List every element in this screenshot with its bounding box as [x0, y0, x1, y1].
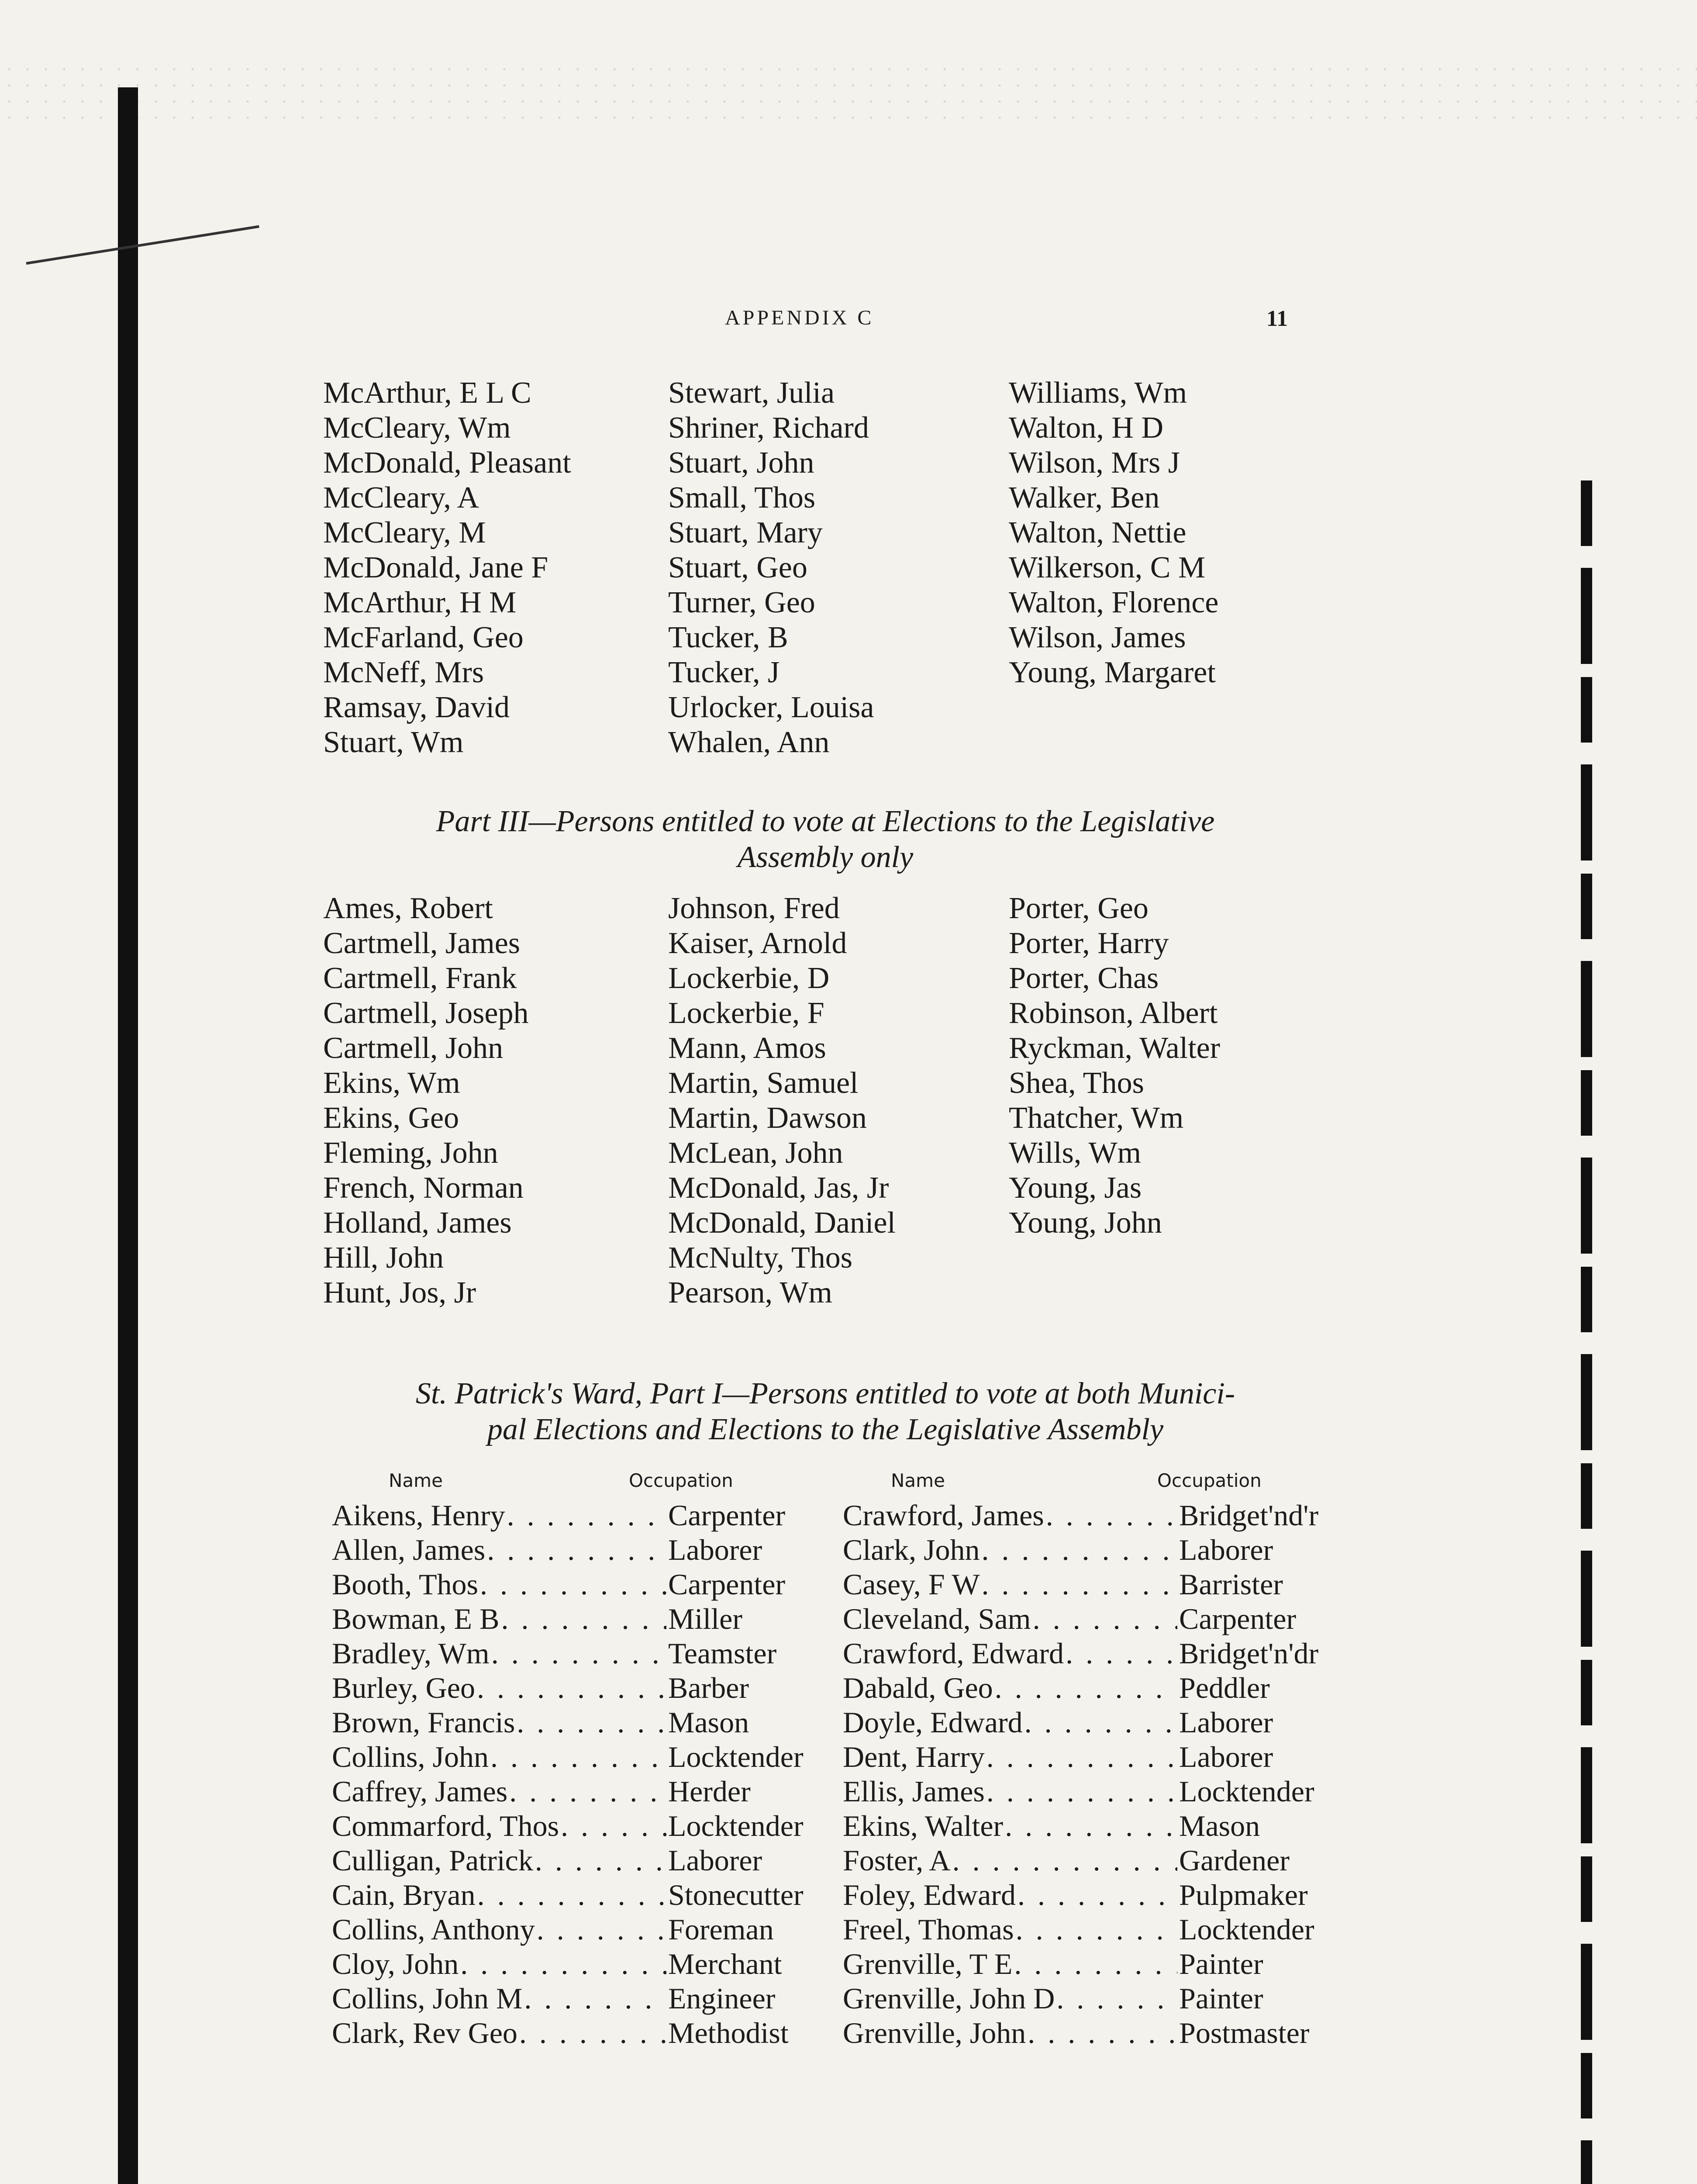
name-column: [668, 891, 1009, 1310]
running-header: APPENDIX C: [725, 306, 874, 329]
voter-name: Culligan, Patrick: [332, 1844, 533, 1877]
voter-name: Doyle, Edward: [843, 1706, 1023, 1739]
voter-name: Stuart, Wm: [323, 726, 464, 759]
voter-occupation: Painter: [1179, 1947, 1263, 1980]
dot-leader: [1005, 1809, 1177, 1843]
voter-name: Turner, Geo: [668, 586, 815, 619]
ward-column-headers: [332, 1470, 1336, 1496]
voter-row: [332, 1878, 843, 1912]
voter-occupation: Locktender: [1179, 1913, 1314, 1946]
voter-row: [843, 1878, 1354, 1912]
voter-name: Lockerbie, D: [668, 961, 830, 995]
dot-leader: [524, 1981, 666, 2016]
voter-name: Cain, Bryan: [332, 1878, 476, 1911]
voter-name: McCleary, Wm: [323, 411, 511, 445]
voter-name: Tucker, J: [668, 656, 780, 689]
voter-row: [332, 1671, 843, 1705]
dot-leader: [519, 2016, 666, 2050]
right-edge-marks: [1581, 480, 1592, 2184]
dot-leader: [480, 1567, 666, 1602]
dot-leader: [477, 1671, 666, 1705]
dot-leader: [460, 1947, 666, 1981]
voter-name: Thatcher, Wm: [1009, 1101, 1184, 1135]
part3-caption: [323, 804, 1328, 875]
voter-occupation: Gardener: [1179, 1844, 1290, 1877]
dot-leader: [517, 1705, 666, 1740]
dot-leader: [1028, 2016, 1177, 2050]
voter-name: McFarland, Geo: [323, 621, 524, 654]
voter-name: Wilkerson, C M: [1009, 551, 1206, 584]
voter-name: Brown, Francis: [332, 1706, 515, 1739]
voter-name: Crawford, James: [843, 1499, 1044, 1532]
ward-column-left: [332, 1498, 843, 2050]
ward-voter-table: [332, 1498, 1336, 2050]
voter-name: Walton, Florence: [1009, 586, 1219, 619]
voter-row: [332, 1809, 843, 1843]
voter-name: Cartmell, John: [323, 1031, 504, 1065]
voter-occupation: Merchant: [668, 1947, 782, 1980]
dot-leader: [982, 1533, 1177, 1567]
voter-name: Young, John: [1009, 1206, 1162, 1240]
voter-name: Young, Margaret: [1009, 656, 1216, 689]
voter-name: Foster, A: [843, 1844, 951, 1877]
voter-name: Ekins, Walter: [843, 1809, 1004, 1842]
dot-leader: [982, 1567, 1177, 1602]
voter-name: McArthur, E L C: [323, 376, 531, 410]
voter-name: Collins, Anthony: [332, 1913, 535, 1946]
stray-pen-line: [26, 225, 259, 265]
voter-name: Stewart, Julia: [668, 376, 835, 410]
dot-leader: [501, 1602, 666, 1636]
voter-name: Caffrey, James: [332, 1775, 508, 1808]
voter-occupation: Locktender: [668, 1809, 804, 1842]
voter-name: McDonald, Pleasant: [323, 446, 571, 480]
voter-occupation: Locktender: [668, 1740, 804, 1773]
voter-name: Porter, Chas: [1009, 961, 1159, 995]
name-column: [1009, 376, 1328, 760]
dot-leader: [952, 1843, 1177, 1878]
voter-name: McNulty, Thos: [668, 1241, 852, 1275]
page-speckle-top: [0, 61, 1697, 122]
voter-name: Martin, Samuel: [668, 1066, 859, 1100]
voter-name: Grenville, John: [843, 2016, 1026, 2049]
name-column: [323, 376, 668, 760]
voter-name: Tucker, B: [668, 621, 788, 654]
voter-name: Ekins, Wm: [323, 1066, 460, 1100]
voter-name: Clark, Rev Geo: [332, 2016, 517, 2049]
voter-occupation: Laborer: [1179, 1740, 1273, 1773]
voter-row: [843, 1843, 1354, 1878]
ward-column-right: [843, 1498, 1354, 2050]
voter-occupation: Bridget'n'dr: [1179, 1637, 1319, 1670]
voter-name: McLean, John: [668, 1136, 843, 1170]
voter-name: Bradley, Wm: [332, 1637, 490, 1670]
voter-name: Wilson, Mrs J: [1009, 446, 1180, 480]
voter-name: Hunt, Jos, Jr: [323, 1276, 476, 1310]
voter-occupation: Stonecutter: [668, 1878, 804, 1911]
voter-row: [332, 1533, 843, 1567]
voter-row: [332, 1774, 843, 1809]
voter-name: Bowman, E B: [332, 1602, 500, 1635]
voter-name: Cartmell, Frank: [323, 961, 517, 995]
voter-occupation: Carpenter: [668, 1499, 786, 1532]
dot-leader: [1056, 1981, 1177, 2016]
voter-name: McCleary, M: [323, 516, 486, 549]
voter-name: Cartmell, James: [323, 926, 521, 960]
voter-name: Grenville, T E: [843, 1947, 1013, 1980]
name-column: [1009, 891, 1328, 1310]
caption-line: St. Patrick's Ward, Part I—Persons entitled to vote at both Munici-: [415, 1377, 1235, 1410]
voter-name: Mann, Amos: [668, 1031, 826, 1065]
voter-occupation: Laborer: [1179, 1706, 1273, 1739]
voter-name: Crawford, Edward: [843, 1637, 1064, 1670]
caption-line: Assembly only: [737, 840, 914, 874]
voter-row: [332, 1602, 843, 1636]
voter-row: [332, 2016, 843, 2050]
voter-row: [843, 1636, 1354, 1671]
voter-name: Porter, Harry: [1009, 926, 1169, 960]
voter-name: Walton, H D: [1009, 411, 1164, 445]
dot-leader: [1016, 1912, 1177, 1947]
voter-occupation: Pulpmaker: [1179, 1878, 1308, 1911]
voter-name: Collins, John M: [332, 1982, 523, 2015]
voter-name: McDonald, Jas, Jr: [668, 1171, 889, 1205]
voter-row: [843, 1533, 1354, 1567]
voter-occupation: Laborer: [1179, 1533, 1273, 1566]
voter-name: Fleming, John: [323, 1136, 498, 1170]
dot-leader: [1046, 1498, 1177, 1533]
voter-name: Wills, Wm: [1009, 1136, 1142, 1170]
dot-leader: [477, 1878, 666, 1912]
dot-leader: [995, 1671, 1177, 1705]
dot-leader: [1024, 1705, 1177, 1740]
voter-name: Shea, Thos: [1009, 1066, 1144, 1100]
voter-row: [843, 1809, 1354, 1843]
header-occupation: Occupation: [1157, 1470, 1262, 1491]
voter-row: [332, 1947, 843, 1981]
voter-name: Stuart, John: [668, 446, 814, 480]
voter-row: [843, 1912, 1354, 1947]
voter-name: Martin, Dawson: [668, 1101, 867, 1135]
voter-row: [843, 1602, 1354, 1636]
voter-name: Walton, Nettie: [1009, 516, 1187, 549]
header-name: Name: [389, 1470, 443, 1491]
name-column: [323, 891, 668, 1310]
voter-name: McArthur, H M: [323, 586, 517, 619]
voter-name: Dent, Harry: [843, 1740, 985, 1773]
voter-occupation: Mason: [668, 1706, 749, 1739]
voter-name: Ramsay, David: [323, 691, 510, 724]
voter-occupation: Barber: [668, 1671, 749, 1704]
voter-name: Porter, Geo: [1009, 892, 1149, 925]
voter-name: Commarford, Thos: [332, 1809, 559, 1842]
voter-occupation: Foreman: [668, 1913, 774, 1946]
voter-name: Cloy, John: [332, 1947, 459, 1980]
voter-occupation: Mason: [1179, 1809, 1260, 1842]
voter-name: Ryckman, Walter: [1009, 1031, 1221, 1065]
voter-name: Holland, James: [323, 1206, 512, 1240]
voter-row: [843, 1981, 1354, 2016]
voter-name: Cartmell, Joseph: [323, 996, 529, 1030]
voter-name: Young, Jas: [1009, 1171, 1142, 1205]
voter-row: [332, 1567, 843, 1602]
dot-leader: [1014, 1947, 1177, 1981]
voter-occupation: Barrister: [1179, 1568, 1283, 1601]
voter-row: [332, 1498, 843, 1533]
caption-line: Part III—Persons entitled to vote at Elections to the Legislative: [436, 805, 1215, 838]
voter-name: McDonald, Daniel: [668, 1206, 896, 1240]
voter-row: [843, 1947, 1354, 1981]
voter-name: Casey, F W: [843, 1568, 980, 1601]
voter-occupation: Teamster: [668, 1637, 777, 1670]
voter-name: Walker, Ben: [1009, 481, 1160, 515]
voter-name: Robinson, Albert: [1009, 996, 1218, 1030]
voter-row: [332, 1843, 843, 1878]
voter-name: Johnson, Fred: [668, 892, 840, 925]
voter-row: [332, 1636, 843, 1671]
voter-occupation: Locktender: [1179, 1775, 1314, 1808]
voter-name: Burley, Geo: [332, 1671, 475, 1704]
voter-row: [843, 1705, 1354, 1740]
dot-leader: [1033, 1602, 1177, 1636]
voter-row: [843, 1740, 1354, 1774]
voter-occupation: Laborer: [668, 1533, 762, 1566]
voter-row: [332, 1912, 843, 1947]
voter-row: [332, 1981, 843, 2016]
voter-occupation: Carpenter: [668, 1568, 786, 1601]
dot-leader: [561, 1809, 666, 1843]
voter-occupation: Postmaster: [1179, 2016, 1310, 2049]
voter-name: Grenville, John D: [843, 1982, 1055, 2015]
voter-name: Stuart, Geo: [668, 551, 807, 584]
part3-name-list: [323, 891, 1328, 1310]
voter-occupation: Carpenter: [1179, 1602, 1297, 1635]
voter-name: Clark, John: [843, 1533, 980, 1566]
voter-row: [332, 1740, 843, 1774]
voter-name: Foley, Edward: [843, 1878, 1016, 1911]
voter-name: Allen, James: [332, 1533, 486, 1566]
voter-name: Whalen, Ann: [668, 726, 830, 759]
dot-leader: [986, 1740, 1177, 1774]
dot-leader: [509, 1774, 666, 1809]
voter-name: Ames, Robert: [323, 892, 493, 925]
voter-row: [843, 1567, 1354, 1602]
voter-occupation: Miller: [668, 1602, 742, 1635]
voter-occupation: Peddler: [1179, 1671, 1270, 1704]
voter-name: Booth, Thos: [332, 1568, 479, 1601]
dot-leader: [490, 1740, 666, 1774]
dot-leader: [507, 1498, 666, 1533]
dot-leader: [1066, 1636, 1177, 1671]
voter-name: Wilson, James: [1009, 621, 1186, 654]
dot-leader: [487, 1533, 666, 1567]
voter-name: Freel, Thomas: [843, 1913, 1014, 1946]
voter-occupation: Painter: [1179, 1982, 1263, 2015]
voter-name: Aikens, Henry: [332, 1499, 505, 1532]
voter-name: Kaiser, Arnold: [668, 926, 847, 960]
voter-name: French, Norman: [323, 1171, 524, 1205]
voter-occupation: Engineer: [668, 1982, 776, 2015]
voter-name: Collins, John: [332, 1740, 489, 1773]
voter-occupation: Methodist: [668, 2016, 789, 2049]
dot-leader: [1018, 1878, 1177, 1912]
voter-name: Hill, John: [323, 1241, 444, 1275]
voter-name: Cleveland, Sam: [843, 1602, 1031, 1635]
voter-name: Urlocker, Louisa: [668, 691, 874, 724]
voter-row: [332, 1705, 843, 1740]
voter-name: Ekins, Geo: [323, 1101, 459, 1135]
voter-name: Small, Thos: [668, 481, 816, 515]
voter-row: [843, 1498, 1354, 1533]
voter-occupation: Laborer: [668, 1844, 762, 1877]
dot-leader: [535, 1843, 666, 1878]
voter-name: Stuart, Mary: [668, 516, 823, 549]
voter-row: [843, 2016, 1354, 2050]
ward-caption: [323, 1376, 1328, 1448]
voter-name: Dabald, Geo: [843, 1671, 993, 1704]
voter-row: [843, 1671, 1354, 1705]
top-name-list: [323, 376, 1328, 760]
voter-name: Lockerbie, F: [668, 996, 824, 1030]
header-name: Name: [891, 1470, 945, 1491]
name-column: [668, 376, 1009, 760]
voter-name: McNeff, Mrs: [323, 656, 484, 689]
voter-name: McCleary, A: [323, 481, 479, 515]
page-number: 11: [1266, 306, 1288, 331]
header-occupation: Occupation: [629, 1470, 733, 1491]
voter-row: [843, 1774, 1354, 1809]
voter-name: Pearson, Wm: [668, 1276, 832, 1310]
voter-occupation: Bridget'nd'r: [1179, 1499, 1319, 1532]
dot-leader: [491, 1636, 666, 1671]
voter-name: McDonald, Jane F: [323, 551, 548, 584]
voter-occupation: Herder: [668, 1775, 751, 1808]
binding-spine-mark: [118, 87, 138, 2184]
voter-name: Shriner, Richard: [668, 411, 869, 445]
dot-leader: [986, 1774, 1177, 1809]
dot-leader: [537, 1912, 666, 1947]
voter-name: Williams, Wm: [1009, 376, 1187, 410]
voter-name: Ellis, James: [843, 1775, 985, 1808]
caption-line: pal Elections and Elections to the Legislative Assembly: [487, 1413, 1164, 1446]
